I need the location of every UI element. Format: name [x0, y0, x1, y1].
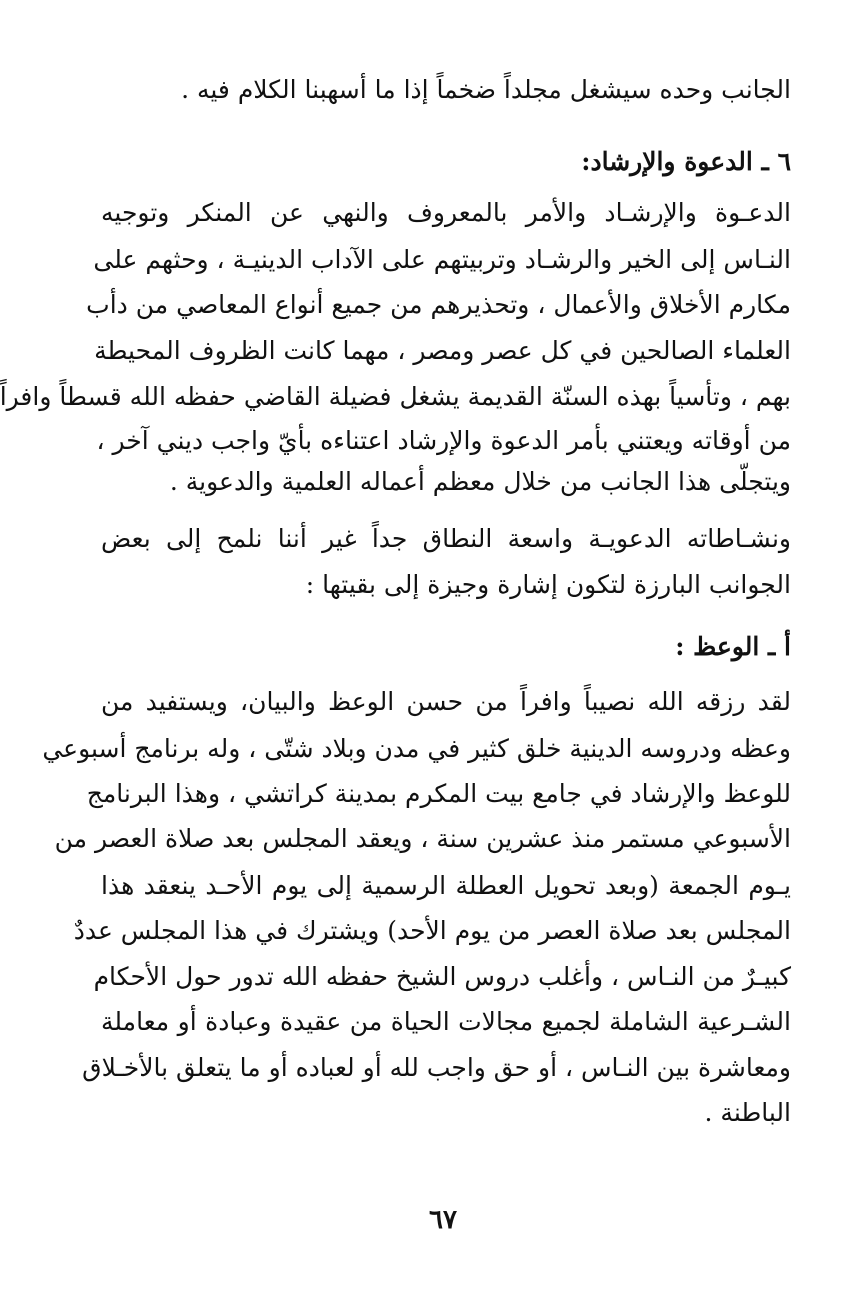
text-line-15: للوعظ والإرشاد في جامع بيت المكرم بمدينة كراتشي ، وهذا البرنامج [86, 779, 791, 808]
text-line-3: الدعـوة والإرشـاد والأمر بالمعروف والنهي عن المنكر وتوجيه [101, 198, 791, 227]
text-line-4: النـاس إلى الخير والرشـاد وتربيتهم على الآداب الدينيـة ، وحثهم على [93, 245, 791, 274]
text-line-20: الشـرعية الشاملة لجميع مجالات الحياة من عقيدة وعبادة أو معاملة [101, 1007, 791, 1036]
text-line-19: كبيـرٌ من النـاس ، وأغلب دروس الشيخ حفظه الله تدور حول الأحكام [93, 962, 791, 991]
text-line-7: بهم ، وتأسياً بهذه السنّة القديمة يشغل فضيلة القاضي حفظه الله قسطاً وافراً [0, 382, 791, 411]
text-line-22: الباطنة . [704, 1098, 791, 1127]
text-line-14: وعظه ودروسه الدينية خلق كثير في مدن وبلاد شتّى ، وله برنامج أسبوعي [42, 734, 791, 763]
text-line-21: ومعاشرة بين النـاس ، أو حق واجب لله أو لعباده أو ما يتعلق بالأخـلاق [82, 1053, 791, 1082]
text-line-1: الجانب وحده سيشغل مجلداً ضخماً إذا ما أسهبنا الكلام فيه . [181, 75, 791, 104]
text-line-5: مكارم الأخلاق والأعمال ، وتحذيرهم من جميع أنواع المعاصي من دأب [86, 290, 791, 319]
text-line-6: العلماء الصالحين في كل عصر ومصر ، مهما كانت الظروف المحيطة [94, 336, 791, 365]
text-line-8: من أوقاته ويعتني بأمر الدعوة والإرشاد اعتناءه بأيّ واجب ديني آخر ، [96, 426, 791, 455]
text-line-16: الأسبوعي مستمر منذ عشرين سنة ، ويعقد المجلس بعد صلاة العصر من [54, 824, 791, 853]
text-line-10: ونشـاطاته الدعويـة واسعة النطاق جداً غير أننا نلمح إلى بعض [101, 524, 791, 553]
page-number: ٦٧ [429, 1205, 457, 1235]
section-heading-dawah: ٦ ـ الدعوة والإرشاد: [581, 147, 791, 176]
text-line-11: الجوانب البارزة لتكون إشارة وجيزة إلى بقيتها : [305, 570, 791, 599]
text-line-13: لقد رزقه الله نصيباً وافراً من حسن الوعظ والبيان، ويستفيد من [101, 687, 791, 716]
subsection-heading-waaz: أ ـ الوعظ : [675, 632, 791, 661]
text-line-18: المجلس بعد صلاة العصر من يوم الأحد) ويشترك في هذا المجلس عددٌ [73, 916, 791, 945]
text-line-17: يـوم الجمعة (وبعد تحويل العطلة الرسمية إلى يوم الأحـد ينعقد هذا [101, 871, 791, 900]
text-line-9: ويتجلّى هذا الجانب من خلال معظم أعماله العلمية والدعوية . [169, 467, 791, 496]
